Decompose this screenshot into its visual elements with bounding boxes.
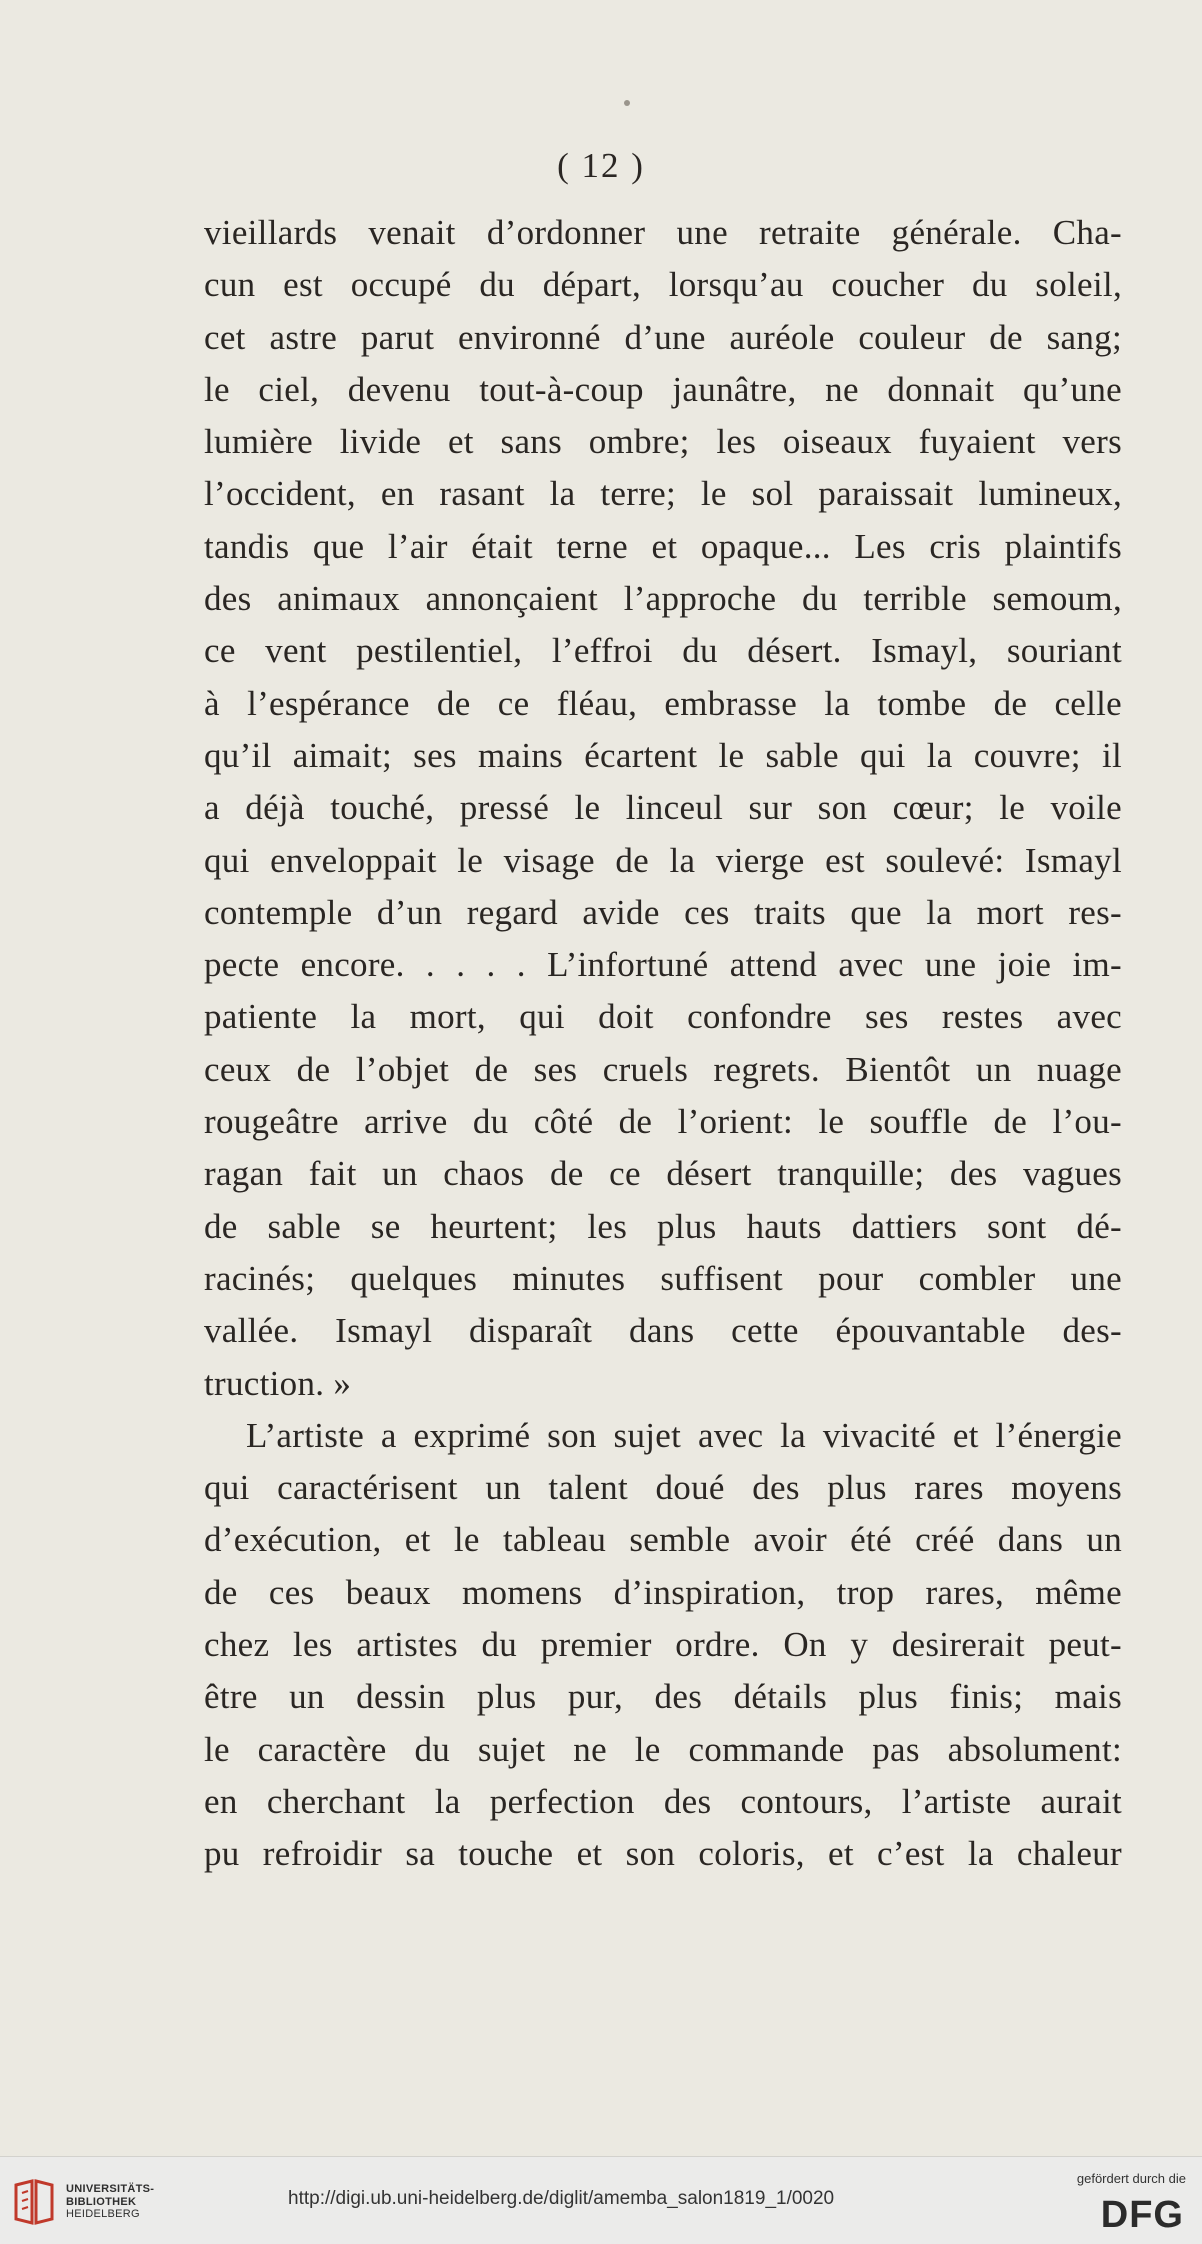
text-line: cet astre parut environné d’une auréole couleur de sang; (204, 317, 1122, 357)
speck-mark (624, 100, 630, 106)
text-line: contemple d’un regard avide ces traits que la mort res- (204, 892, 1122, 932)
text-line: de sable se heurtent; les plus hauts dattiers sont dé- (204, 1206, 1122, 1246)
library-name: UNIVERSITÄTS- BIBLIOTHEK HEIDELBERG (66, 2183, 155, 2220)
text-line: l’occident, en rasant la terre; le sol paraissait lumineux, (204, 474, 1122, 514)
text-line: racinés; quelques minutes suffisent pour combler une (204, 1258, 1122, 1298)
text-line: pecte encore. . . . . L’infortuné attend avec une joie im- (204, 945, 1122, 985)
text-line: L’artiste a exprimé son sujet avec la vivacité et l’énergie (246, 1415, 1122, 1455)
dfg-logo: DFG (1100, 2194, 1184, 2236)
text-line: vieillards venait d’ordonner une retraite générale. Cha- (204, 213, 1122, 252)
text-line: de ces beaux momens d’inspiration, trop rares, même (204, 1572, 1122, 1612)
text-line: être un dessin plus pur, des détails plus finis; mais (204, 1677, 1122, 1717)
university-logo-icon (12, 2177, 56, 2227)
page-number: ( 12 ) (557, 146, 645, 185)
funded-by-label: gefördert durch die (1076, 2171, 1186, 2186)
text-line: d’exécution, et le tableau semble avoir été créé dans un (204, 1520, 1122, 1560)
permalink-url[interactable]: http://digi.ub.uni-heidelberg.de/diglit/amemba_salon1819_1/0020 (288, 2188, 835, 2209)
text-line: à l’espérance de ce fléau, embrasse la tombe de celle (204, 683, 1122, 723)
text-line: ce vent pestilentiel, l’effroi du désert. Ismayl, souriant (204, 631, 1122, 671)
text-line: qui enveloppait le visage de la vierge est soulevé: Ismayl (204, 840, 1122, 880)
text-line: truction. » (204, 1363, 352, 1403)
text-line: en cherchant la perfection des contours, l’artiste aurait (204, 1781, 1122, 1821)
text-line: lumière livide et sans ombre; les oiseaux fuyaient vers (204, 422, 1122, 462)
text-line: cun est occupé du départ, lorsqu’au coucher du soleil, (204, 265, 1122, 305)
text-line: qui caractérisent un talent doué des plus rares moyens (204, 1468, 1122, 1508)
text-line: qu’il aimait; ses mains écartent le sable qui la couvre; il (204, 735, 1122, 775)
text-line: pu refroidir sa touche et son coloris, et c’est la chaleur (204, 1834, 1122, 1874)
text-line: ceux de l’objet de ses cruels regrets. Bientôt un nuage (204, 1049, 1122, 1089)
text-line: rougeâtre arrive du côté de l’orient: le souffle de l’ou- (204, 1102, 1122, 1142)
text-line: le ciel, devenu tout-à-coup jaunâtre, ne donnait qu’une (204, 369, 1122, 409)
text-line: ragan fait un chaos de ce désert tranquille; des vagues (204, 1154, 1122, 1194)
text-line: tandis que l’air était terne et opaque... Les cris plaintifs (204, 526, 1122, 566)
text-line: a déjà touché, pressé le linceul sur son cœur; le voile (204, 788, 1122, 828)
text-line: des animaux annonçaient l’approche du terrible semoum, (204, 579, 1122, 619)
text-line: patiente la mort, qui doit confondre ses restes avec (204, 997, 1122, 1037)
text-line: le caractère du sujet ne le commande pas absolument: (204, 1729, 1122, 1769)
text-line: chez les artistes du premier ordre. On y desirerait peut- (204, 1625, 1122, 1665)
body-text (204, 207, 1122, 1881)
viewer-footer (0, 2156, 1202, 2244)
text-line: vallée. Ismayl disparaît dans cette épouvantable des- (204, 1311, 1122, 1351)
